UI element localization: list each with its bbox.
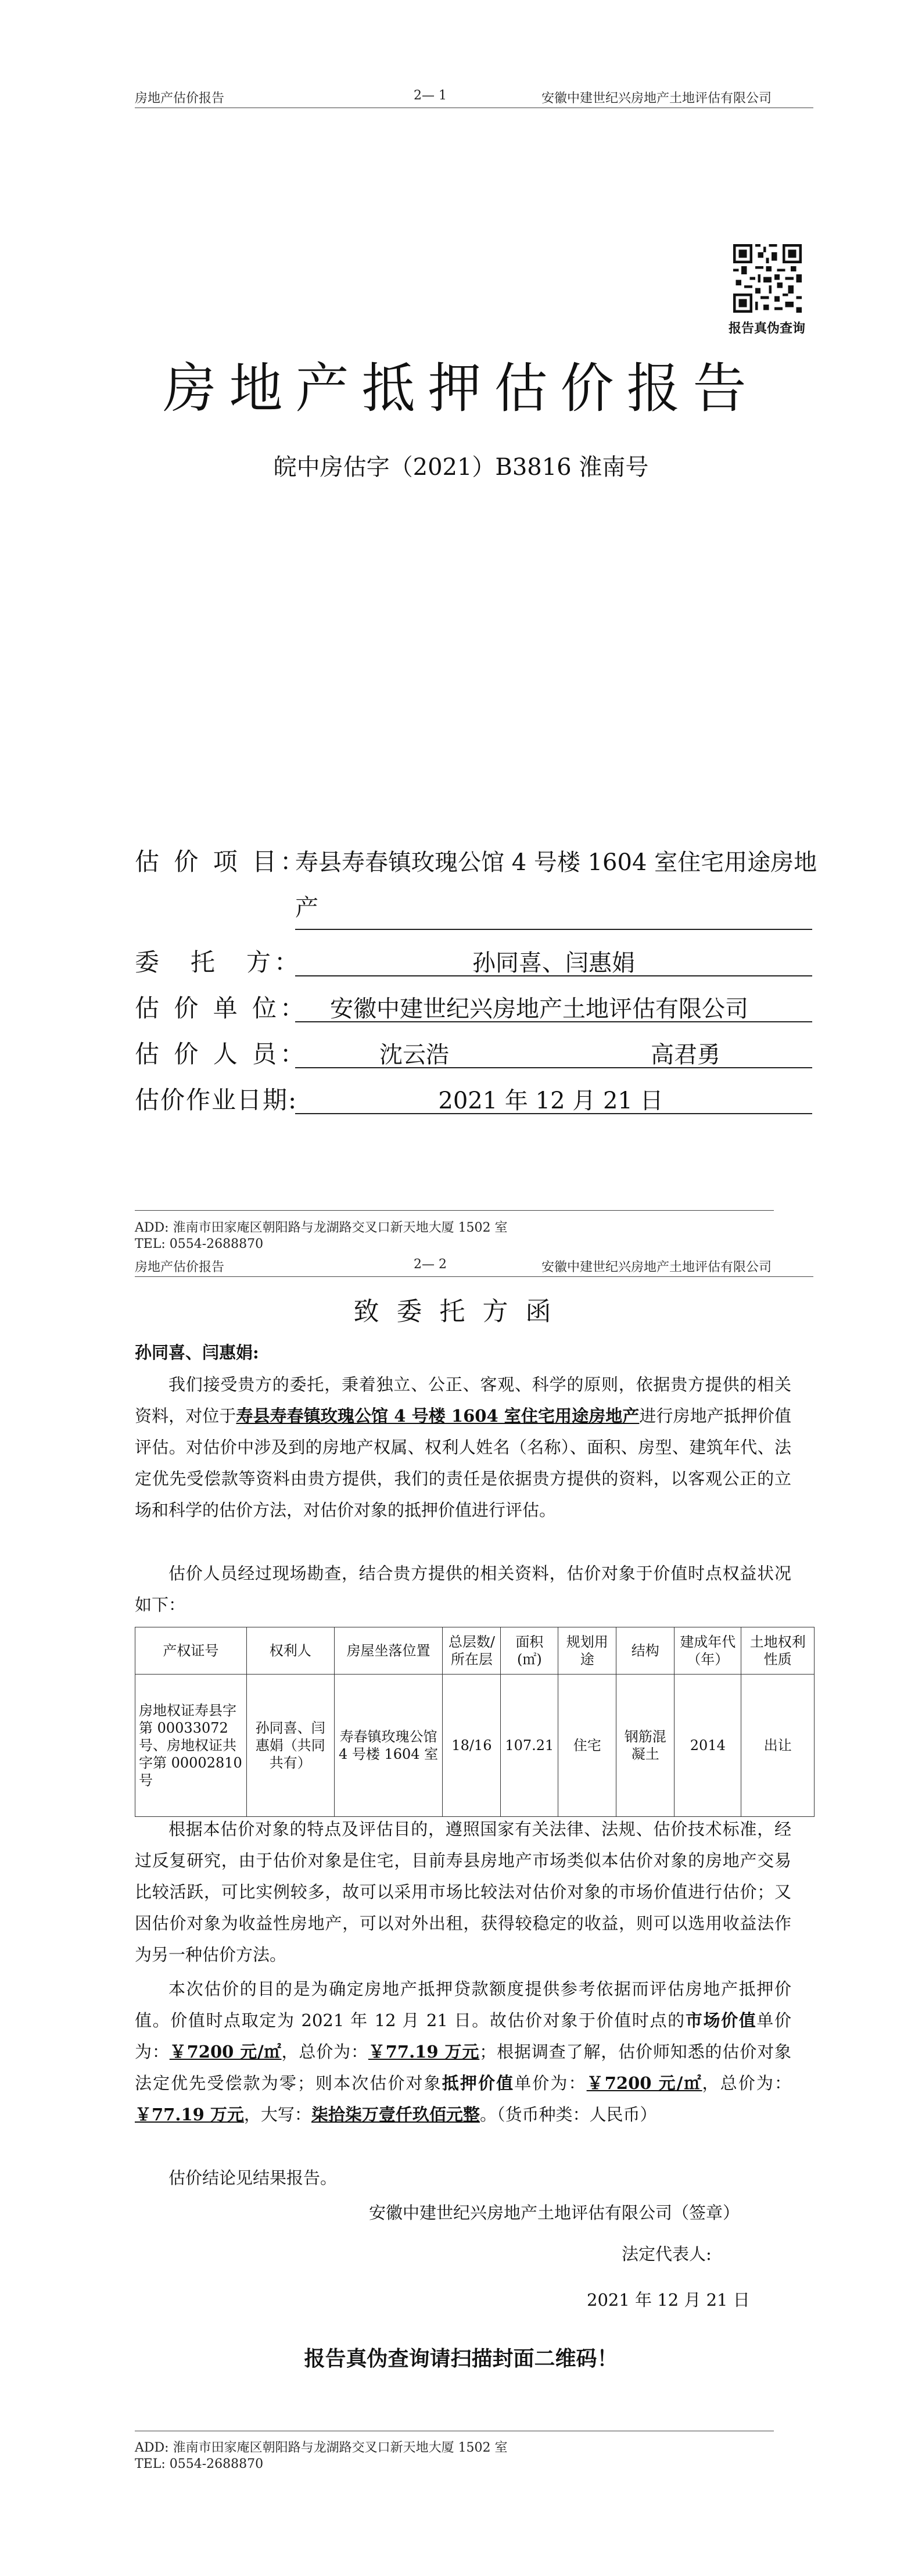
table-header-cell: 产权证号 <box>135 1627 247 1675</box>
table-cell: 寿春镇玫瑰公馆 4 号楼 1604 室 <box>334 1675 443 1817</box>
field-underline <box>295 1113 812 1114</box>
table-header-cell: 土地权利性质 <box>741 1627 815 1675</box>
header-right: 安徽中建世纪兴房地产土地评估有限公司 <box>541 91 772 106</box>
table-header-cell: 权利人 <box>246 1627 334 1675</box>
table-cell: 孙同喜、闫惠娟（共同共有） <box>246 1675 334 1817</box>
paragraph-see-results: 估价结论见结果报告。 <box>168 2168 338 2188</box>
report-title: 房地产抵押估价报告 <box>163 357 759 420</box>
table-header-cell: 建成年代（年） <box>675 1627 741 1675</box>
table-cell: 住宅 <box>558 1675 616 1817</box>
table-cell: 107.21 <box>501 1675 558 1817</box>
field-label-appraisers: 估 价 人 员： <box>135 1040 308 1068</box>
footer-rule <box>135 1210 774 1211</box>
field-value-project: 寿县寿春镇玫瑰公馆 4 号楼 1604 室住宅用途房地 <box>295 849 817 876</box>
paragraph-intro: 我们接受贵方的委托，秉着独立、公正、客观、科学的原则，依据贵方提供的相关资料，对位于寿县寿春镇玫瑰公馆 4 号楼 1604 室住宅用途房地产进行房地产抵押价值评估。对估价中涉及到的房地产权属、权利人姓名（名称）、面积、房型、建筑年代、法定优先受偿款等资料由贵方提供，我们的责任是依据贵方提供的资料，以客观公正的立场和科学的估价方法，对估价对象的抵押价值进行评估。 <box>135 1375 791 1520</box>
footer-address: ADD: 淮南市田家庵区朝阳路与龙湖路交叉口新天地大厦 1502 室 <box>135 1221 508 1235</box>
signature-legal-rep: 法定代表人: <box>622 2244 712 2264</box>
field-value-project-cont: 产 <box>295 895 318 921</box>
signature-date: 2021 年 12 月 21 日 <box>587 2290 750 2310</box>
table-cell: 2014 <box>675 1675 741 1817</box>
field-value-appraiser-1: 沈云浩 <box>379 1042 449 1068</box>
signature-company: 安徽中建世纪兴房地产土地评估有限公司（签章） <box>369 2203 740 2223</box>
field-value-client: 孙同喜、闫惠娟 <box>472 950 635 976</box>
field-value-date: 2021 年 12 月 21 日 <box>438 1087 663 1114</box>
market-value-label: 市场价值 <box>685 2010 757 2030</box>
salutation: 孙同喜、闫惠娟: <box>135 1343 259 1362</box>
letter-title: 致委托方函 <box>353 1297 569 1326</box>
property-address: 寿县寿春镇玫瑰公馆 4 号楼 1604 室住宅用途房地产 <box>236 1406 640 1426</box>
footer-tel: TEL: 0554-2688870 <box>135 1237 264 1251</box>
field-underline <box>295 929 812 930</box>
total-price-in-words: 柒拾柒万壹仟玖佰元整 <box>311 2105 480 2124</box>
footer-tel: TEL: 0554-2688870 <box>135 2457 264 2471</box>
header-right: 安徽中建世纪兴房地产土地评估有限公司 <box>541 1260 772 1275</box>
header-left: 房地产估价报告 <box>135 1260 225 1275</box>
table-cell: 出让 <box>741 1675 815 1817</box>
qr-caption: 报告真伪查询 <box>728 321 805 336</box>
table-cell: 房地权证寿县字第 00033072 号、房地权证共字第 00002810 号 <box>135 1675 247 1817</box>
field-label-client: 委 托 方： <box>135 948 303 976</box>
table-cell: 钢筋混凝土 <box>616 1675 675 1817</box>
paragraph-conclusion: 本次估价的目的是为确定房地产抵押贷款额度提供参考依据而评估房地产抵押价值。价值时点取定为 2021 年 12 月 21 日。故估价对象于价值时点的市场价值单价为：￥7200 元/㎡，总价为：￥77.19 万元；根据调查了解，估价师知悉的估价对象法定优先受偿款为零；则本次估价对象抵押价值单价为：￥7200 元/㎡，总价为：￥77.19 万元，大写：柒拾柒万壹仟玖佰元整。（货币种类：人民币） <box>135 1979 791 2124</box>
field-underline <box>295 975 812 976</box>
verify-notice: 报告真伪查询请扫描封面二维码！ <box>304 2346 618 2371</box>
table-header-row <box>135 1627 815 1675</box>
table-row <box>135 1675 815 1817</box>
property-info-table <box>135 1627 815 1817</box>
table-header-cell: 结构 <box>616 1627 675 1675</box>
mortgage-value-label: 抵押价值 <box>442 2073 515 2093</box>
table-header-cell: 规划用途 <box>558 1627 616 1675</box>
footer-address: ADD: 淮南市田家庵区朝阳路与龙湖路交叉口新天地大厦 1502 室 <box>135 2441 508 2455</box>
market-total-price: ￥77.19 万元 <box>368 2042 480 2062</box>
header-page-number: 2— 1 <box>414 88 447 103</box>
field-label-appraiser-org: 估 价 单 位： <box>135 994 308 1022</box>
field-value-appraiser-org: 安徽中建世纪兴房地产土地评估有限公司 <box>330 996 748 1022</box>
paragraph-survey: 估价人员经过现场勘查，结合贵方提供的相关资料，估价对象于价值时点权益状况如下： <box>135 1564 791 1615</box>
mortgage-total-price: ￥77.19 万元 <box>135 2105 244 2124</box>
field-value-appraiser-2: 高君勇 <box>651 1042 720 1068</box>
paragraph-method: 根据本估价对象的特点及评估目的，遵照国家有关法律、法规、估价技术标准，经过反复研究，由于估价对象是住宅，目前寿县房地产市场类似本估价对象的房地产交易比较活跃，可比实例较多，故可以采用市场比较法对估价对象的市场价值进行估价；又因估价对象为收益性房地产，可以对外出租，获得较稳定的收益，则可以选用收益法作为另一种估价方法。 <box>135 1819 791 1965</box>
header-rule <box>135 1276 813 1277</box>
document-number: 皖中房估字（2021）B3816 淮南号 <box>273 454 649 481</box>
table-header-cell: 总层数/所在层 <box>443 1627 501 1675</box>
field-underline <box>295 1021 812 1022</box>
table-cell: 18/16 <box>443 1675 501 1817</box>
market-unit-price: ￥7200 元/㎡ <box>169 2042 282 2062</box>
header-left: 房地产估价报告 <box>135 91 225 106</box>
field-label-date: 估价作业日期: <box>135 1086 298 1114</box>
field-underline <box>295 1067 812 1068</box>
header-page-number: 2— 2 <box>414 1257 447 1272</box>
field-label-project: 估 价 项 目： <box>135 847 308 876</box>
table-header-cell: 房屋坐落位置 <box>334 1627 443 1675</box>
table-header-cell: 面积(㎡) <box>501 1627 558 1675</box>
qr-code-icon[interactable] <box>733 244 802 313</box>
mortgage-unit-price: ￥7200 元/㎡ <box>586 2073 702 2093</box>
